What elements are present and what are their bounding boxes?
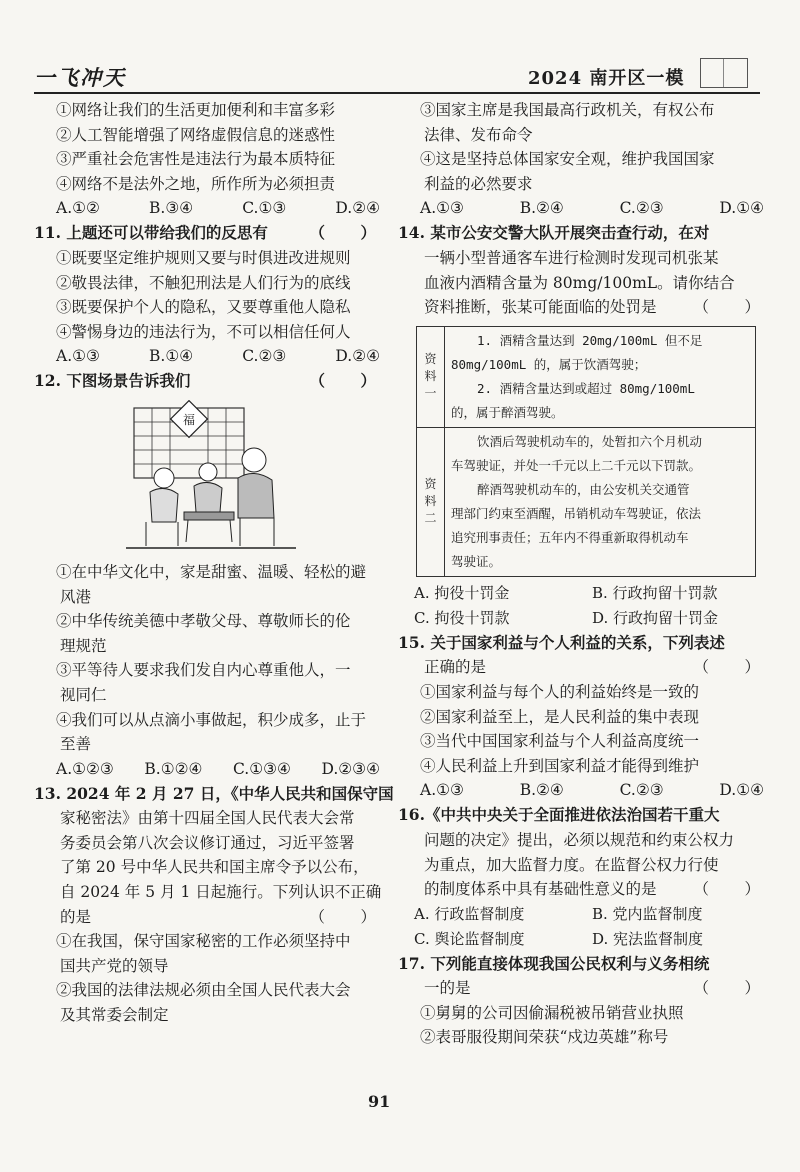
material-one-body: 1. 酒精含量达到 20mg/100mL 但不足 80mg/100mL 的，属于饮酒驾驶； 2. 酒精含量达到或超过 80mg/100mL 的，属于醉酒驾驶。	[445, 326, 756, 427]
answer-bracket: （ ）	[693, 880, 770, 899]
q17-item: ②表哥服役期间荣获“戍边英雄”称号	[420, 1028, 669, 1047]
header-badge	[700, 58, 748, 88]
q13-stem: 自 2024 年 5 月 1 日起施行。下列认识不正确	[60, 883, 382, 902]
q13-stem: 13. 2024 年 2 月 27 日，《中华人民共和国保守国	[34, 783, 394, 803]
page-number: 91	[368, 1092, 391, 1111]
q17-item: ①舅舅的公司因偷漏税被吊销营业执照	[420, 1003, 684, 1022]
option: B.①④	[149, 347, 194, 366]
q11-item: ④警惕身边的违法行为，不可以相信任何人	[56, 322, 351, 341]
q11-options	[34, 344, 386, 369]
left-column	[34, 98, 394, 1028]
option: D.①④	[719, 199, 764, 218]
answer-bracket: （ ）	[693, 979, 770, 998]
svg-text:福: 福	[182, 412, 196, 427]
q13-options	[398, 196, 770, 221]
q15-item: ①国家利益与每个人的利益始终是一致的	[420, 682, 700, 701]
q13-item: ②我国的法律法规必须由全国人民代表大会	[56, 981, 351, 1000]
material-two-tag: 资料二	[417, 427, 445, 576]
q13-item: 及其常委会制定	[60, 1006, 169, 1025]
q11-item: ①既要坚定维护规则又要与时俱进改进规则	[56, 248, 351, 267]
option: B. 党内监督制度	[592, 904, 703, 923]
q12-item: 风港	[60, 587, 92, 606]
q15-item: ③当代中国国家利益与个人利益高度统一	[420, 732, 700, 751]
option: A.①②	[56, 199, 100, 218]
q10-options	[34, 196, 386, 221]
q12-item: ③平等待人要求我们发自内心尊重他人，一	[56, 661, 351, 680]
option: D.②④	[335, 347, 380, 366]
q12-item: 视同仁	[60, 685, 107, 704]
q13-item: ④这是坚持总体国家安全观，维护我国国家	[420, 150, 715, 169]
q12-item: ④我们可以从点滴小事做起，积少成多，止于	[56, 710, 367, 729]
q13-stem: 的是 （ ）	[34, 905, 386, 930]
q12-item: 至善	[60, 735, 92, 754]
option: C.②③	[619, 199, 664, 218]
q14-stem: 血液内酒精含量为 80mg/100mL。请你结合	[424, 273, 735, 292]
q14-stem: 资料推断，张某可能面临的处罚是 （ ）	[398, 295, 770, 320]
option: C.①③④	[232, 759, 291, 778]
option: D.②④	[335, 199, 380, 218]
q15-item: ②国家利益至上，是人民利益的集中表现	[420, 707, 700, 726]
exam-series-title: 2024 南开区一模	[528, 68, 685, 89]
option: D.②③④	[321, 759, 380, 778]
q14-options	[398, 581, 770, 631]
option: D. 行政拘留十罚金	[592, 608, 719, 627]
q14-stem: 一辆小型普通客车进行检测时发现司机张某	[424, 248, 719, 267]
header-rule	[34, 92, 760, 94]
answer-bracket: （ ）	[693, 658, 770, 677]
q17-stem: 17. 下列能直接体现我国公民权利与义务相统	[398, 953, 710, 973]
q10-item: ④网络不是法外之地，所作所为必须担责	[56, 174, 336, 193]
option: B.③④	[149, 199, 194, 218]
q12-item: ①在中华文化中，家是甜蜜、温暖、轻松的避	[56, 562, 367, 581]
q13-item: 国共产党的领导	[60, 956, 169, 975]
answer-bracket: （ ）	[309, 223, 386, 243]
q13-stem: 了第 20 号中华人民共和国主席令予以公布，	[60, 858, 369, 877]
family-scene-illustration	[126, 400, 296, 552]
q13-item: 利益的必然要求	[424, 174, 533, 193]
option: A. 拘役十罚金	[414, 583, 510, 602]
q13-item: ③国家主席是我国最高行政机关，有权公布	[420, 101, 715, 119]
option: D. 宪法监督制度	[592, 929, 704, 948]
option: A.①③	[56, 347, 100, 366]
q12-options	[34, 757, 386, 782]
q10-item: ③严重社会危害性是违法行为最本质特征	[56, 150, 336, 169]
option: C. 舆论监督制度	[414, 929, 525, 948]
q15-item: ④人民利益上升到国家利益才能得到维护	[420, 756, 700, 775]
answer-bracket: （ ）	[309, 371, 386, 391]
q16-stem: 的制度体系中具有基础性意义的是 （ ）	[398, 877, 770, 902]
answer-bracket: （ ）	[309, 907, 386, 926]
q12-stem: 12. 下图场景告诉我们 （ ）	[34, 369, 386, 394]
q16-stem: 为重点，加大监督力度。在监督公权力行使	[424, 855, 719, 874]
option: C. 拘役十罚款	[414, 608, 510, 627]
option: B. 行政拘留十罚款	[592, 583, 718, 602]
option: A.①③	[420, 199, 464, 218]
q15-options	[398, 778, 770, 803]
q13-item: ①在我国，保守国家秘密的工作必须坚持中	[56, 932, 351, 951]
reference-material-table	[416, 326, 756, 577]
q13-stem: 家秘密法》由第十四届全国人民代表大会常	[60, 809, 355, 828]
q16-stem: 16.《中共中央关于全面推进依法治国若干重大	[398, 805, 720, 825]
option: C.①③	[242, 199, 287, 218]
q10-item: ②人工智能增强了网络虚假信息的迷惑性	[56, 125, 336, 144]
q15-stem: 正确的是 （ ）	[398, 655, 770, 680]
option: A.①②③	[56, 759, 114, 778]
answer-bracket: （ ）	[693, 298, 770, 317]
q11-item: ③既要保护个人的隐私，又要尊重他人隐私	[56, 298, 351, 317]
option: D.①④	[719, 781, 764, 800]
material-two-body: 饮酒后驾驶机动车的，处暂扣六个月机动 车驾驶证，并处一千元以上二千元以下罚款。 醉酒驾驶机动车的，由公安机关交通管 理部门约束至酒醒，吊销机动车驾驶证，依法 追究刑事责任；五年内不得重新取得机动车 驾驶证。	[445, 427, 756, 576]
q13-item: 法律、发布命令	[424, 125, 533, 144]
q16-options	[398, 902, 770, 952]
option: B.②④	[519, 199, 564, 218]
q16-stem: 问题的决定》提出，必须以规范和约束公权力	[424, 830, 735, 849]
q12-item: ②中华传统美德中孝敬父母、尊敬师长的伦	[56, 612, 351, 631]
option: B.②④	[519, 781, 564, 800]
q13-stem: 务委员会第八次会议修订通过，习近平签署	[60, 833, 355, 852]
brand-logo: 一飞冲天	[34, 66, 126, 90]
right-column	[398, 98, 770, 1050]
option: B.①②④	[144, 759, 203, 778]
material-one-tag: 资料一	[417, 326, 445, 427]
q14-stem: 14. 某市公安交警大队开展突击查行动，在对	[398, 223, 710, 243]
option: C.②③	[242, 347, 287, 366]
option: A.①③	[420, 781, 464, 800]
q10-item: ①网络让我们的生活更加便利和丰富多彩	[56, 101, 336, 119]
q12-item: 理规范	[60, 636, 107, 655]
q11-stem: 11. 上题还可以带给我们的反思有 （ ）	[34, 221, 386, 246]
q15-stem: 15. 关于国家利益与个人利益的关系，下列表述	[398, 632, 725, 652]
q11-item: ②敬畏法律，不触犯刑法是人们行为的底线	[56, 273, 351, 292]
option: C.②③	[619, 781, 664, 800]
option: A. 行政监督制度	[414, 904, 525, 923]
q17-stem: 一的是 （ ）	[398, 976, 770, 1001]
